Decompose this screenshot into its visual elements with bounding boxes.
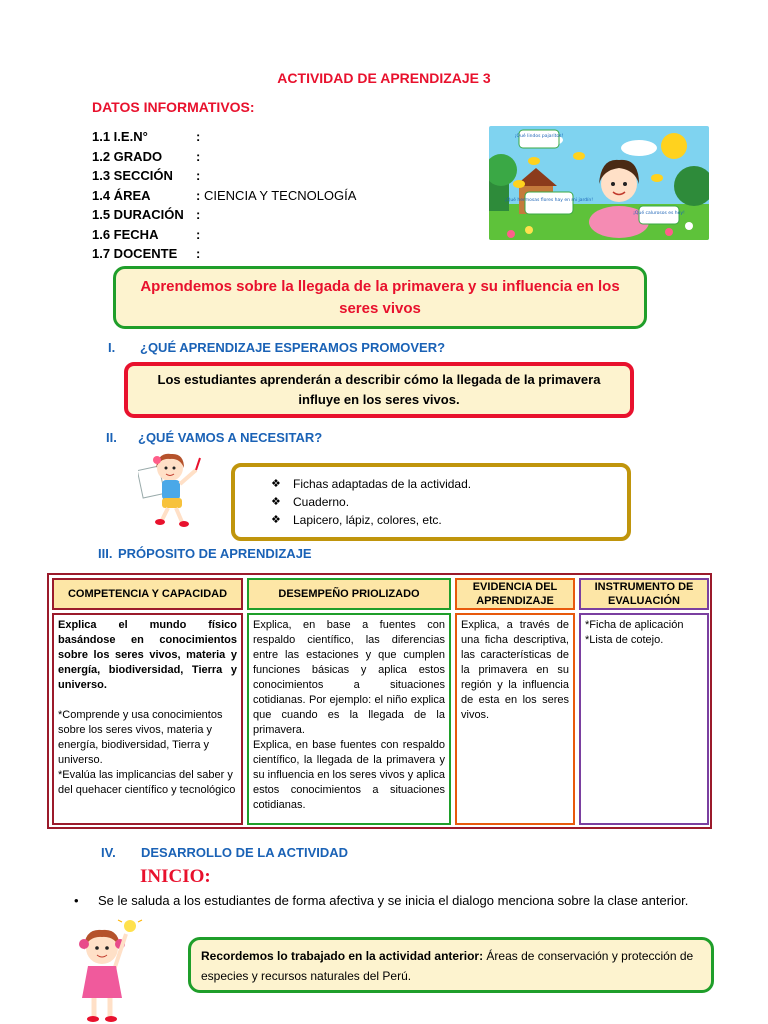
info-row-duracion: 1.5 DURACIÓN : xyxy=(92,205,356,225)
info-row-grado: 1.2 GRADO : xyxy=(92,147,356,167)
girl-with-idea-illustration xyxy=(68,918,146,1024)
table-header-instrumento: INSTRUMENTO DE EVALUACIÓN xyxy=(579,578,709,610)
table-cell-competencia xyxy=(52,613,243,825)
girl-with-notebook-illustration xyxy=(138,450,208,528)
capacidad-text: *Comprende y usa conocimientos sobre los seres vivos, materia y energía, biodiversidad, Tierra y universo. xyxy=(58,709,223,766)
info-label: 1.7 DOCENTE xyxy=(92,246,178,261)
competencia-text: Explica el mundo físico basándose en conocimientos sobre los seres vivos, materia y energía, biodiversidad, Tierra y universo. xyxy=(58,619,237,691)
diamond-bullet-icon: ❖ xyxy=(271,496,281,508)
datos-informativos-title: DATOS INFORMATIVOS: xyxy=(92,99,255,115)
section-number: IV. xyxy=(101,845,116,860)
info-label: 1.5 DURACIÓN xyxy=(92,207,184,222)
table-header-evidencia: EVIDENCIA DEL APRENDIZAJE xyxy=(455,578,575,610)
table-cell-instrumento xyxy=(579,613,709,825)
recall-box xyxy=(188,937,714,993)
girl-drawing xyxy=(138,450,208,528)
section-title-2 xyxy=(106,430,322,445)
section-number: III. xyxy=(98,546,113,561)
desempeno-text: Explica, en base a fuentes con respaldo científico, las diferencias entre las estaciones y que cumplen funciones básicas y aplica estos conocimientos a situaciones cotidianas. Por ejemplo: el niño explica que cuando es la llegada de la primavera. xyxy=(253,619,445,736)
greeting-bullet-item xyxy=(74,891,714,911)
info-label: 1.3 SECCIÓN xyxy=(92,168,173,183)
bubble-text: ¡Qué hermosas flores hay en mi jardín! xyxy=(504,198,594,203)
greeting-text: Se le saluda a los estudiantes de forma afectiva y se inicia el dialogo menciona sobre la clase anterior. xyxy=(98,893,689,908)
girl-idea-drawing xyxy=(68,918,146,1024)
materials-item: ❖ Fichas adaptadas de la actividad. xyxy=(271,477,472,491)
info-row-ien: 1.1 I.E.N° : xyxy=(92,127,356,147)
instrumento-text: *Lista de cotejo. xyxy=(585,634,664,646)
materials-item: ❖ Cuaderno. xyxy=(271,495,350,509)
evidencia-text: Explica, a través de una ficha descriptiva, las características de la primavera en su región y la influencia de esta en los seres vivos. xyxy=(461,619,569,721)
info-row-seccion: 1.3 SECCIÓN : xyxy=(92,166,356,186)
learning-goal-box: Los estudiantes aprenderán a describir cómo la llegada de la primavera influye en los seres vivos. xyxy=(124,362,634,418)
info-row-area: 1.4 ÁREA : CIENCIA Y TECNOLOGÍA xyxy=(92,186,356,206)
bubble-text: ¡Qué lindos pajaritos! xyxy=(514,134,564,139)
section-title-3 xyxy=(98,546,312,561)
table-header-desempeno: DESEMPEÑO PRIOLIZADO xyxy=(247,578,451,610)
inicio-heading: INICIO: xyxy=(140,866,211,887)
section-number: II. xyxy=(106,430,117,445)
info-value: CIENCIA Y TECNOLOGÍA xyxy=(204,187,357,203)
diamond-bullet-icon: ❖ xyxy=(271,478,281,490)
section-label: DESARROLLO DE LA ACTIVIDAD xyxy=(141,845,349,860)
document-title: ACTIVIDAD DE APRENDIZAJE 3 xyxy=(277,70,491,86)
section-label: PRÓPOSITO DE APRENDIZAJE xyxy=(118,546,312,561)
bubble-text: ¡Qué calurosos es hoy! xyxy=(633,211,685,216)
table-cell-desempeno xyxy=(247,613,451,825)
table-header-competencia: COMPETENCIA Y CAPACIDAD xyxy=(52,578,243,610)
materials-box xyxy=(231,463,631,541)
info-row-fecha: 1.6 FECHA : xyxy=(92,225,356,245)
recall-heading: Recordemos lo trabajado en la actividad anterior: xyxy=(201,949,484,963)
table-cell-evidencia xyxy=(455,613,575,825)
recall-text: Áreas de conservación y protección de especies y recursos naturales del Perú. xyxy=(201,949,694,983)
spring-illustration xyxy=(489,126,709,240)
info-row-docente: 1.7 DOCENTE : xyxy=(92,244,356,264)
info-label: 1.1 I.E.N° xyxy=(92,129,148,144)
capacidad-text: *Evalúa las implicancias del saber y del quehacer científico y tecnológico xyxy=(58,769,236,796)
info-list xyxy=(92,127,356,264)
info-label: 1.2 GRADO xyxy=(92,148,163,164)
info-label: 1.4 ÁREA xyxy=(92,187,151,203)
section-number: I. xyxy=(108,340,116,355)
materials-item: ❖ Lapicero, lápiz, colores, etc. xyxy=(271,513,442,527)
spring-scene-image xyxy=(489,126,709,240)
section-label: ¿QUÉ VAMOS A NECESITAR? xyxy=(138,430,323,445)
section-title-4 xyxy=(101,845,348,860)
section-title-1 xyxy=(108,340,445,355)
diamond-bullet-icon: ❖ xyxy=(271,514,281,526)
info-label: 1.6 FECHA xyxy=(92,226,159,242)
topic-box: Aprendemos sobre la llegada de la primavera y su influencia en los seres vivos xyxy=(113,266,647,329)
bullet-icon: • xyxy=(74,893,79,908)
section-label: ¿QUÉ APRENDIZAJE ESPERAMOS PROMOVER? xyxy=(140,340,446,355)
instrumento-text: *Ficha de aplicación xyxy=(585,619,684,631)
purpose-table xyxy=(47,573,712,829)
desempeno-text: Explica, en base fuentes con respaldo científico, la llegada de la primavera y su influencia en los seres vivos y aplica estos conocimientos a situaciones cotidianas. xyxy=(253,739,445,811)
